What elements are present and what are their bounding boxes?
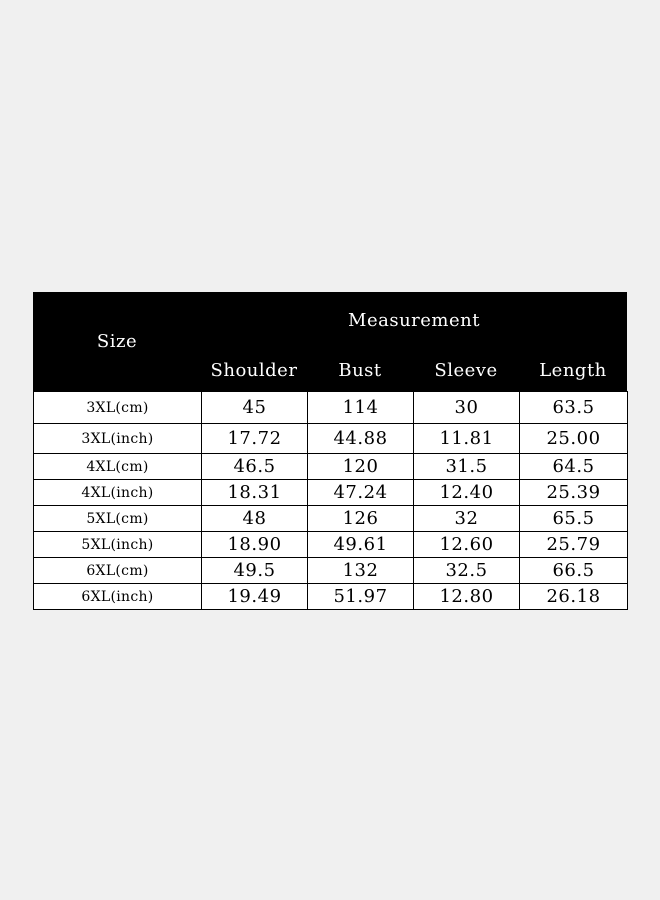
- bust-cell: 114: [308, 392, 414, 424]
- shoulder-cell: 48: [202, 506, 308, 532]
- sleeve-cell: 31.5: [414, 454, 520, 480]
- size-cell: 5XL(cm): [34, 506, 202, 532]
- bust-cell: 47.24: [308, 480, 414, 506]
- shoulder-cell: 45: [202, 392, 308, 424]
- sleeve-cell: 12.40: [414, 480, 520, 506]
- table-row: [34, 480, 628, 506]
- shoulder-column-header: Shoulder: [210, 360, 298, 381]
- length-cell: 64.5: [520, 454, 628, 480]
- bust-cell: 120: [308, 454, 414, 480]
- size-table: [33, 391, 628, 610]
- measurement-column-headers: [201, 360, 627, 381]
- size-cell: 4XL(inch): [34, 480, 202, 506]
- length-cell: 65.5: [520, 506, 628, 532]
- table-row: [34, 558, 628, 584]
- length-cell: 66.5: [520, 558, 628, 584]
- table-row: [34, 584, 628, 610]
- bust-cell: 51.97: [308, 584, 414, 610]
- size-cell: 6XL(inch): [34, 584, 202, 610]
- size-cell: 3XL(cm): [34, 392, 202, 424]
- size-cell: 5XL(inch): [34, 532, 202, 558]
- size-cell: 6XL(cm): [34, 558, 202, 584]
- length-cell: 63.5: [520, 392, 628, 424]
- size-column-header: Size: [96, 331, 138, 352]
- bust-cell: 44.88: [308, 424, 414, 454]
- table-row: [34, 532, 628, 558]
- table-row: [34, 454, 628, 480]
- bust-cell: 49.61: [308, 532, 414, 558]
- table-row: [34, 392, 628, 424]
- sleeve-cell: 12.80: [414, 584, 520, 610]
- length-cell: 25.79: [520, 532, 628, 558]
- shoulder-cell: 18.90: [202, 532, 308, 558]
- length-cell: 26.18: [520, 584, 628, 610]
- table-row: [34, 424, 628, 454]
- sleeve-cell: 32: [414, 506, 520, 532]
- size-cell: 3XL(inch): [34, 424, 202, 454]
- measurement-group-header: Measurement: [348, 310, 480, 331]
- table-row: [34, 506, 628, 532]
- length-cell: 25.39: [520, 480, 628, 506]
- length-cell: 25.00: [520, 424, 628, 454]
- length-column-header: Length: [539, 360, 607, 381]
- shoulder-cell: 49.5: [202, 558, 308, 584]
- bust-column-header: Bust: [338, 360, 382, 381]
- bust-cell: 132: [308, 558, 414, 584]
- shoulder-cell: 18.31: [202, 480, 308, 506]
- sleeve-cell: 32.5: [414, 558, 520, 584]
- chart-header: [33, 292, 627, 391]
- size-chart: [33, 292, 627, 610]
- shoulder-cell: 46.5: [202, 454, 308, 480]
- shoulder-cell: 17.72: [202, 424, 308, 454]
- bust-cell: 126: [308, 506, 414, 532]
- sleeve-cell: 12.60: [414, 532, 520, 558]
- sleeve-cell: 30: [414, 392, 520, 424]
- sleeve-column-header: Sleeve: [434, 360, 498, 381]
- sleeve-cell: 11.81: [414, 424, 520, 454]
- shoulder-cell: 19.49: [202, 584, 308, 610]
- size-cell: 4XL(cm): [34, 454, 202, 480]
